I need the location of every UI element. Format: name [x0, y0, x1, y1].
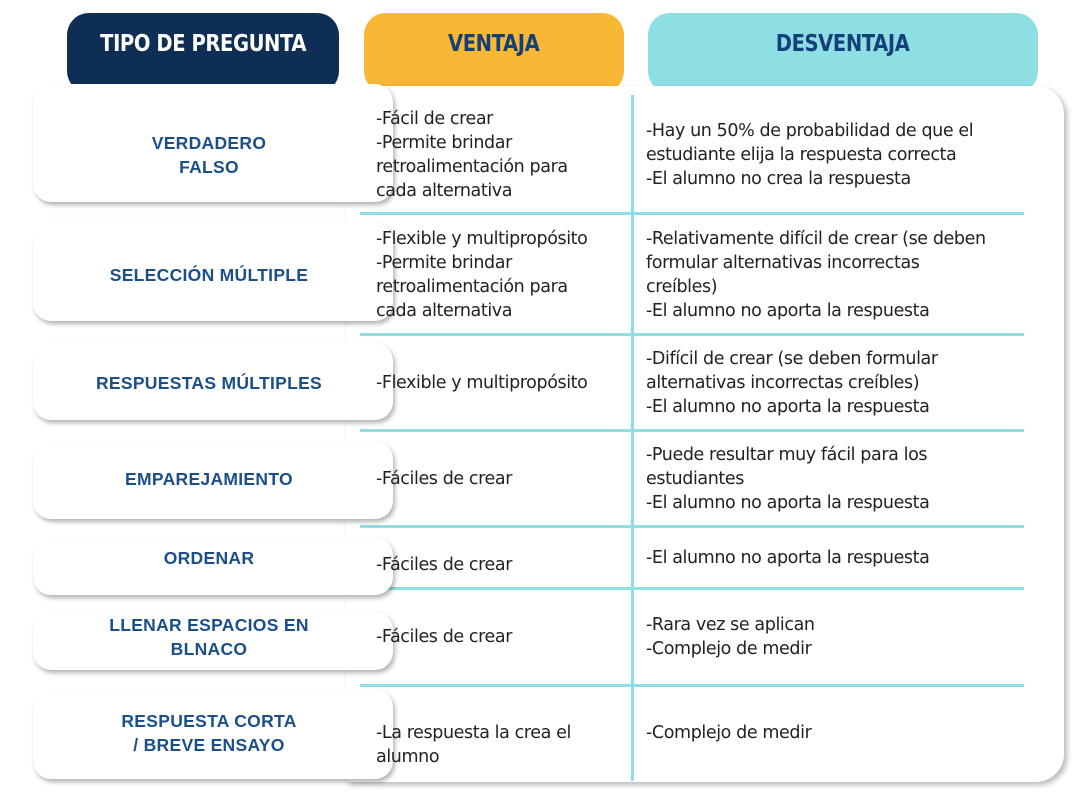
header-tipo-de-pregunta: [67, 13, 339, 93]
header-ventaja-label: VENTAJA: [448, 31, 540, 57]
type-label-respuestas-multiples: RESPUESTAS MÚLTIPLES: [95, 373, 323, 393]
advantage-cell-ordenar: -Fáciles de crear: [376, 555, 513, 575]
row-divider: [360, 587, 1024, 590]
disadvantage-cell-respuesta-corta: -Complejo de medir: [646, 723, 812, 743]
disadvantage-cell-seleccion-multiple: -Relativamente difícil de crear (se deben formular alternativas incorrectas creíbles) -El alumno no aporta la respuesta: [646, 229, 986, 321]
header-tipo-label: TIPO DE PREGUNTA: [100, 31, 306, 57]
advantage-cell-respuesta-corta: -La respuesta la crea el alumno: [376, 723, 571, 767]
disadvantage-cell-llenar-espacios: -Rara vez se aplican -Complejo de medir: [646, 615, 815, 659]
row-divider: [360, 684, 1024, 687]
type-label-verdadero-falso: VERDADERO FALSO: [151, 133, 267, 177]
header-desventaja-label: DESVENTAJA: [776, 31, 910, 57]
disadvantage-cell-respuestas-multiples: -Difícil de crear (se deben formular alternativas incorrectas creíbles) -El alumno no aporta la respuesta: [646, 349, 938, 417]
header-ventaja: [364, 13, 624, 93]
type-label-ordenar: ORDENAR: [163, 548, 255, 568]
advantage-cell-emparejamiento: -Fáciles de crear: [376, 469, 513, 489]
type-label-seleccion-multiple: SELECCIÓN MÚLTIPLE: [109, 265, 309, 285]
type-label-respuesta-corta: RESPUESTA CORTA / BREVE ENSAYO: [121, 711, 297, 755]
advantage-cell-seleccion-multiple: -Flexible y multipropósito -Permite brindar retroalimentación para cada alternativa: [376, 229, 588, 321]
advantage-cell-respuestas-multiples: -Flexible y multipropósito: [376, 373, 588, 393]
advantage-cell-verdadero-falso: -Fácil de crear -Permite brindar retroalimentación para cada alternativa: [376, 109, 568, 201]
type-label-llenar-espacios: LLENAR ESPACIOS EN BLNACO: [109, 615, 309, 659]
disadvantage-cell-emparejamiento: -Puede resultar muy fácil para los estudiantes -El alumno no aporta la respuesta: [646, 445, 930, 513]
disadvantage-cell-ordenar: -El alumno no aporta la respuesta: [646, 548, 930, 568]
disadvantage-cell-verdadero-falso: -Hay un 50% de probabilidad de que el estudiante elija la respuesta correcta -El alumno no crea la respuesta: [646, 121, 974, 189]
advantage-cell-llenar-espacios: -Fáciles de crear: [376, 627, 513, 647]
row-divider: [360, 525, 1024, 528]
row-divider: [360, 212, 1024, 215]
row-divider: [360, 429, 1024, 432]
column-divider: [631, 95, 634, 781]
header-desventaja: [648, 13, 1038, 93]
type-label-emparejamiento: EMPAREJAMIENTO: [125, 469, 293, 489]
row-divider: [360, 333, 1024, 336]
